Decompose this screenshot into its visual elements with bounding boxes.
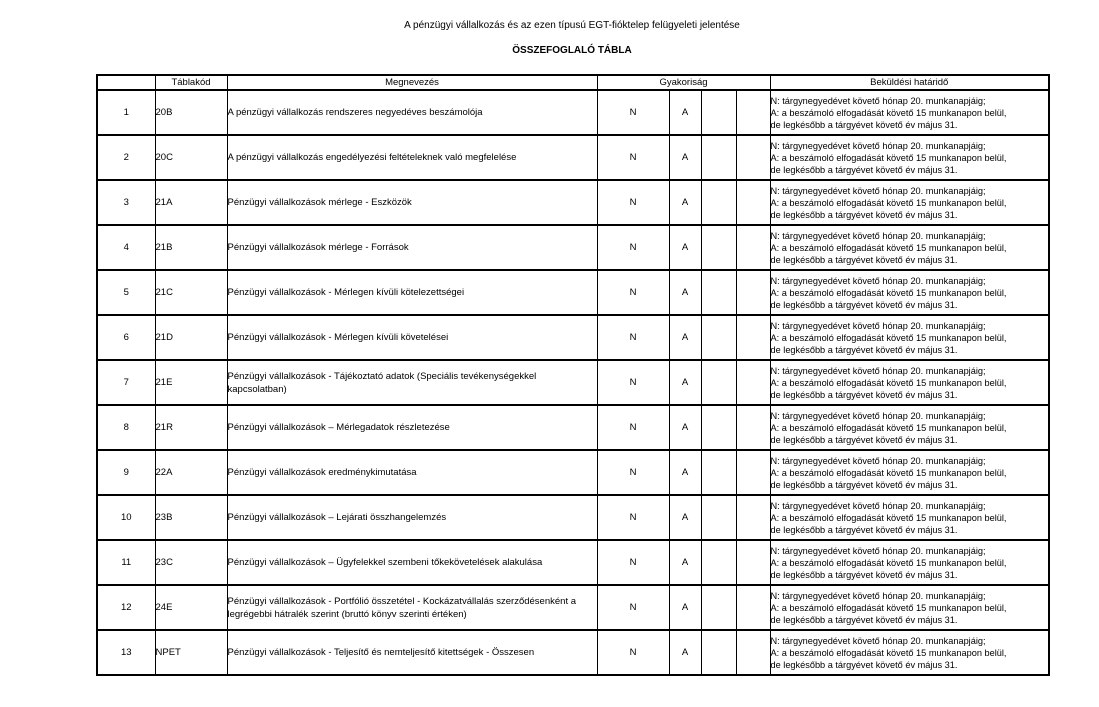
- row-number: 12: [97, 585, 155, 630]
- deadline-line: de legkésőbb a tárgyévet követő év május 31.: [770, 659, 958, 670]
- row-frequency-n: N: [597, 315, 669, 360]
- table-row: [97, 495, 1049, 540]
- header-frequency: Gyakoriság: [597, 75, 770, 90]
- deadline-line: de legkésőbb a tárgyévet követő év május 31.: [770, 209, 958, 220]
- deadline-line: N: tárgynegyedévet követő hónap 20. munkanapjáig;: [770, 590, 986, 601]
- row-frequency-empty: [701, 630, 736, 675]
- row-deadline: [770, 495, 1049, 540]
- document-title: A pénzügyi vállalkozás és az ezen típusú EGT-fióktelep felügyeleti jelentése: [404, 20, 740, 31]
- table-row: [97, 585, 1049, 630]
- row-frequency-empty: [736, 315, 770, 360]
- table-row: [97, 225, 1049, 270]
- row-code: 21R: [155, 405, 227, 450]
- row-name: Pénzügyi vállalkozások - Portfólió összetétel - Kockázatvállalás szerződésenként a legrégebbi hátralék szerint (bruttó könyv szerinti értéken): [227, 585, 597, 630]
- row-frequency-empty: [701, 585, 736, 630]
- row-frequency-empty: [736, 135, 770, 180]
- deadline-line: N: tárgynegyedévet követő hónap 20. munkanapjáig;: [770, 635, 986, 646]
- row-frequency-empty: [736, 90, 770, 135]
- deadline-line: N: tárgynegyedévet követő hónap 20. munkanapjáig;: [770, 230, 986, 241]
- row-name: Pénzügyi vállalkozások - Mérlegen kívüli követelései: [227, 315, 597, 360]
- row-frequency-n: N: [597, 585, 669, 630]
- deadline-line: N: tárgynegyedévet követő hónap 20. munkanapjáig;: [770, 545, 986, 556]
- row-frequency-n: N: [597, 225, 669, 270]
- deadline-line: A: a beszámoló elfogadását követő 15 munkanapon belül,: [770, 197, 1007, 208]
- row-deadline: [770, 405, 1049, 450]
- row-frequency-n: N: [597, 495, 669, 540]
- deadline-line: de legkésőbb a tárgyévet követő év május 31.: [770, 164, 958, 175]
- row-frequency-empty: [736, 180, 770, 225]
- table-row: [97, 360, 1049, 405]
- table-row: [97, 540, 1049, 585]
- row-name: Pénzügyi vállalkozások eredménykimutatása: [227, 450, 597, 495]
- row-frequency-n: N: [597, 540, 669, 585]
- row-name: Pénzügyi vállalkozások – Lejárati összhangelemzés: [227, 495, 597, 540]
- row-number: 6: [97, 315, 155, 360]
- deadline-line: A: a beszámoló elfogadását követő 15 munkanapon belül,: [770, 287, 1007, 298]
- row-frequency-a: A: [669, 90, 701, 135]
- table-row: [97, 405, 1049, 450]
- deadline-line: N: tárgynegyedévet követő hónap 20. munkanapjáig;: [770, 500, 986, 511]
- deadline-line: de legkésőbb a tárgyévet követő év május 31.: [770, 614, 958, 625]
- row-frequency-a: A: [669, 360, 701, 405]
- row-frequency-empty: [736, 585, 770, 630]
- row-deadline: [770, 270, 1049, 315]
- deadline-line: A: a beszámoló elfogadását követő 15 munkanapon belül,: [770, 512, 1007, 523]
- row-code: 23C: [155, 540, 227, 585]
- row-name: Pénzügyi vállalkozások - Teljesítő és nemteljesítő kitettségek - Összesen: [227, 630, 597, 675]
- deadline-line: A: a beszámoló elfogadását követő 15 munkanapon belül,: [770, 422, 1007, 433]
- deadline-line: N: tárgynegyedévet követő hónap 20. munkanapjáig;: [770, 185, 986, 196]
- row-frequency-empty: [701, 540, 736, 585]
- row-deadline: [770, 540, 1049, 585]
- row-frequency-empty: [701, 405, 736, 450]
- deadline-line: N: tárgynegyedévet követő hónap 20. munkanapjáig;: [770, 275, 986, 286]
- row-frequency-empty: [736, 630, 770, 675]
- deadline-line: A: a beszámoló elfogadását követő 15 munkanapon belül,: [770, 242, 1007, 253]
- row-number: 3: [97, 180, 155, 225]
- row-frequency-empty: [736, 495, 770, 540]
- table-body: [97, 90, 1049, 675]
- deadline-line: N: tárgynegyedévet követő hónap 20. munkanapjáig;: [770, 140, 986, 151]
- deadline-line: A: a beszámoló elfogadását követő 15 munkanapon belül,: [770, 332, 1007, 343]
- row-frequency-empty: [736, 360, 770, 405]
- row-frequency-empty: [701, 360, 736, 405]
- row-frequency-a: A: [669, 270, 701, 315]
- row-number: 11: [97, 540, 155, 585]
- row-frequency-n: N: [597, 180, 669, 225]
- row-frequency-a: A: [669, 450, 701, 495]
- row-number: 8: [97, 405, 155, 450]
- row-name: Pénzügyi vállalkozások - Mérlegen kívüli kötelezettségei: [227, 270, 597, 315]
- row-frequency-empty: [736, 225, 770, 270]
- header-number: [97, 75, 155, 90]
- row-number: 9: [97, 450, 155, 495]
- row-deadline: [770, 450, 1049, 495]
- row-frequency-empty: [701, 90, 736, 135]
- deadline-line: de legkésőbb a tárgyévet követő év május 31.: [770, 479, 958, 490]
- deadline-line: de legkésőbb a tárgyévet követő év május 31.: [770, 299, 958, 310]
- table-row: [97, 135, 1049, 180]
- row-number: 4: [97, 225, 155, 270]
- row-frequency-empty: [701, 450, 736, 495]
- row-frequency-empty: [701, 270, 736, 315]
- deadline-line: de legkésőbb a tárgyévet követő év május 31.: [770, 524, 958, 535]
- row-frequency-n: N: [597, 450, 669, 495]
- summary-table: [96, 74, 1050, 676]
- row-name: Pénzügyi vállalkozások - Tájékoztató adatok (Speciális tevékenységekkel kapcsolatban): [227, 360, 597, 405]
- deadline-line: N: tárgynegyedévet követő hónap 20. munkanapjáig;: [770, 365, 986, 376]
- deadline-line: de legkésőbb a tárgyévet követő év május 31.: [770, 344, 958, 355]
- deadline-line: A: a beszámoló elfogadását követő 15 munkanapon belül,: [770, 377, 1007, 388]
- table-row: [97, 315, 1049, 360]
- row-frequency-n: N: [597, 270, 669, 315]
- row-frequency-a: A: [669, 540, 701, 585]
- row-number: 13: [97, 630, 155, 675]
- row-name: Pénzügyi vállalkozások mérlege - Források: [227, 225, 597, 270]
- row-frequency-n: N: [597, 360, 669, 405]
- row-frequency-n: N: [597, 405, 669, 450]
- row-deadline: [770, 135, 1049, 180]
- row-frequency-empty: [736, 450, 770, 495]
- row-code: 21A: [155, 180, 227, 225]
- table-row: [97, 630, 1049, 675]
- row-code: 21E: [155, 360, 227, 405]
- row-number: 1: [97, 90, 155, 135]
- row-deadline: [770, 90, 1049, 135]
- row-frequency-a: A: [669, 405, 701, 450]
- row-frequency-empty: [701, 495, 736, 540]
- row-frequency-a: A: [669, 180, 701, 225]
- row-name: A pénzügyi vállalkozás rendszeres negyedéves beszámolója: [227, 90, 597, 135]
- deadline-line: de legkésőbb a tárgyévet követő év május 31.: [770, 119, 958, 130]
- deadline-line: A: a beszámoló elfogadását követő 15 munkanapon belül,: [770, 557, 1007, 568]
- row-frequency-n: N: [597, 90, 669, 135]
- table-row: [97, 90, 1049, 135]
- deadline-line: A: a beszámoló elfogadását követő 15 munkanapon belül,: [770, 602, 1007, 613]
- table-row: [97, 180, 1049, 225]
- deadline-line: N: tárgynegyedévet követő hónap 20. munkanapjáig;: [770, 410, 986, 421]
- row-deadline: [770, 630, 1049, 675]
- row-frequency-empty: [701, 225, 736, 270]
- deadline-line: de legkésőbb a tárgyévet követő év május 31.: [770, 389, 958, 400]
- header-name: Megnevezés: [227, 75, 597, 90]
- row-frequency-a: A: [669, 495, 701, 540]
- row-frequency-empty: [736, 540, 770, 585]
- deadline-line: A: a beszámoló elfogadását követő 15 munkanapon belül,: [770, 647, 1007, 658]
- row-name: Pénzügyi vállalkozások mérlege - Eszközök: [227, 180, 597, 225]
- row-frequency-empty: [701, 315, 736, 360]
- deadline-line: de legkésőbb a tárgyévet követő év május 31.: [770, 434, 958, 445]
- deadline-line: A: a beszámoló elfogadását követő 15 munkanapon belül,: [770, 467, 1007, 478]
- row-deadline: [770, 585, 1049, 630]
- row-frequency-empty: [701, 135, 736, 180]
- row-code: 21C: [155, 270, 227, 315]
- header-code: Táblakód: [155, 75, 227, 90]
- row-frequency-a: A: [669, 630, 701, 675]
- table-row: [97, 270, 1049, 315]
- row-deadline: [770, 225, 1049, 270]
- row-frequency-a: A: [669, 135, 701, 180]
- row-frequency-a: A: [669, 585, 701, 630]
- document-subtitle: ÖSSZEFOGLALÓ TÁBLA: [512, 45, 632, 56]
- row-frequency-a: A: [669, 315, 701, 360]
- row-code: 23B: [155, 495, 227, 540]
- row-frequency-n: N: [597, 135, 669, 180]
- row-frequency-empty: [701, 180, 736, 225]
- row-code: 20C: [155, 135, 227, 180]
- deadline-line: de legkésőbb a tárgyévet követő év május 31.: [770, 569, 958, 580]
- deadline-line: A: a beszámoló elfogadását követő 15 munkanapon belül,: [770, 107, 1007, 118]
- row-deadline: [770, 360, 1049, 405]
- row-code: NPET: [155, 630, 227, 675]
- row-frequency-empty: [736, 405, 770, 450]
- row-code: 21D: [155, 315, 227, 360]
- deadline-line: N: tárgynegyedévet követő hónap 20. munkanapjáig;: [770, 455, 986, 466]
- row-number: 10: [97, 495, 155, 540]
- row-number: 7: [97, 360, 155, 405]
- row-number: 2: [97, 135, 155, 180]
- row-code: 24E: [155, 585, 227, 630]
- deadline-line: N: tárgynegyedévet követő hónap 20. munkanapjáig;: [770, 95, 986, 106]
- deadline-line: A: a beszámoló elfogadását követő 15 munkanapon belül,: [770, 152, 1007, 163]
- row-frequency-empty: [736, 270, 770, 315]
- row-number: 5: [97, 270, 155, 315]
- row-name: Pénzügyi vállalkozások – Ügyfelekkel szembeni tőkekövetelések alakulása: [227, 540, 597, 585]
- deadline-line: N: tárgynegyedévet követő hónap 20. munkanapjáig;: [770, 320, 986, 331]
- row-frequency-a: A: [669, 225, 701, 270]
- row-name: A pénzügyi vállalkozás engedélyezési feltételeknek való megfelelése: [227, 135, 597, 180]
- table-row: [97, 450, 1049, 495]
- row-deadline: [770, 180, 1049, 225]
- row-code: 22A: [155, 450, 227, 495]
- row-name: Pénzügyi vállalkozások – Mérlegadatok részletezése: [227, 405, 597, 450]
- header-deadline: Beküldési határidő: [770, 75, 1049, 90]
- row-code: 21B: [155, 225, 227, 270]
- deadline-line: de legkésőbb a tárgyévet követő év május 31.: [770, 254, 958, 265]
- row-deadline: [770, 315, 1049, 360]
- row-code: 20B: [155, 90, 227, 135]
- table-header-row: [97, 75, 1049, 90]
- row-frequency-n: N: [597, 630, 669, 675]
